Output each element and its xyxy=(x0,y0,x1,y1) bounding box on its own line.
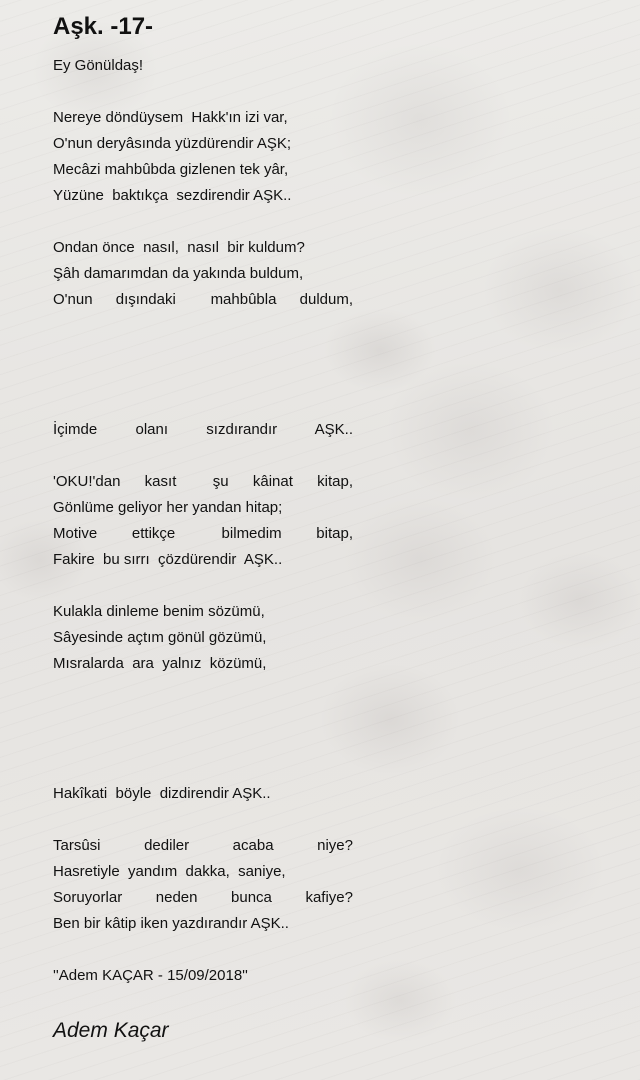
poem-line: Tarsûsi dediler acaba niye? xyxy=(53,837,353,854)
poem-line: Ondan önce nasıl, nasıl bir kuldum? xyxy=(53,239,305,256)
poem-line: Kulakla dinleme benim sözümü, xyxy=(53,603,265,620)
poem-blank-line xyxy=(53,677,353,703)
poem-line: Motive ettikçe bilmedim bitap, xyxy=(53,525,353,542)
poem-line: Yüzüne baktıkça sezdirendir AŞK.. xyxy=(53,187,292,204)
poem-author: Adem Kaçar xyxy=(53,1019,169,1042)
poem-line: Gönlüme geliyor her yandan hitap; xyxy=(53,499,283,516)
poem-line: Mecâzi mahbûbda gizlenen tek yâr, xyxy=(53,161,289,178)
poem-blank-line xyxy=(53,807,353,833)
poem-blank-line xyxy=(53,443,353,469)
poem-line: Mısralarda ara yalnız közümü, xyxy=(53,655,267,672)
poem-line: Soruyorlar neden bunca kafiye? xyxy=(53,889,353,906)
poem-blank-line xyxy=(53,313,353,339)
poem-line: Hasretiyle yandım dakka, saniye, xyxy=(53,863,286,880)
poem-line: Hakîkati böyle dizdirendir AŞK.. xyxy=(53,785,271,802)
poem-line: Ey Gönüldaş! xyxy=(53,57,144,74)
poem-line: 'OKU!'dan kasıt şu kâinat kitap, xyxy=(53,473,353,490)
poem-line: Nereye döndüysem Hakk'ın izi var, xyxy=(53,109,288,126)
poem-line: O'nun dışındaki mahbûbla duldum, xyxy=(53,291,353,308)
poem-blank-line xyxy=(53,573,353,599)
poem-blank-line xyxy=(53,79,353,105)
poem-line: Ben bir kâtip iken yazdırandır AŞK.. xyxy=(53,915,289,932)
poem-line: İçimde olanı sızdırandır AŞK.. xyxy=(53,421,353,438)
poem-blank-line xyxy=(53,703,353,729)
poem-body xyxy=(53,53,353,989)
poem-blank-line xyxy=(53,209,353,235)
poem-line: Sâyesinde açtım gönül gözümü, xyxy=(53,629,267,646)
poem-line: Fakire bu sırrı çözdürendir AŞK.. xyxy=(53,551,283,568)
poem-blank-line xyxy=(53,937,353,963)
poem-blank-line xyxy=(53,755,353,781)
poem-line: Şâh damarımdan da yakında buldum, xyxy=(53,265,304,282)
poem-blank-line xyxy=(53,339,353,365)
poem-title: Aşk. -17- xyxy=(53,13,154,40)
poem-blank-line xyxy=(53,365,353,391)
poem-line: O'nun deryâsında yüzdürendir AŞK; xyxy=(53,135,292,152)
poem-line: ''Adem KAÇAR - 15/09/2018'' xyxy=(53,967,248,984)
poem-blank-line xyxy=(53,391,353,417)
poem-blank-line xyxy=(53,729,353,755)
